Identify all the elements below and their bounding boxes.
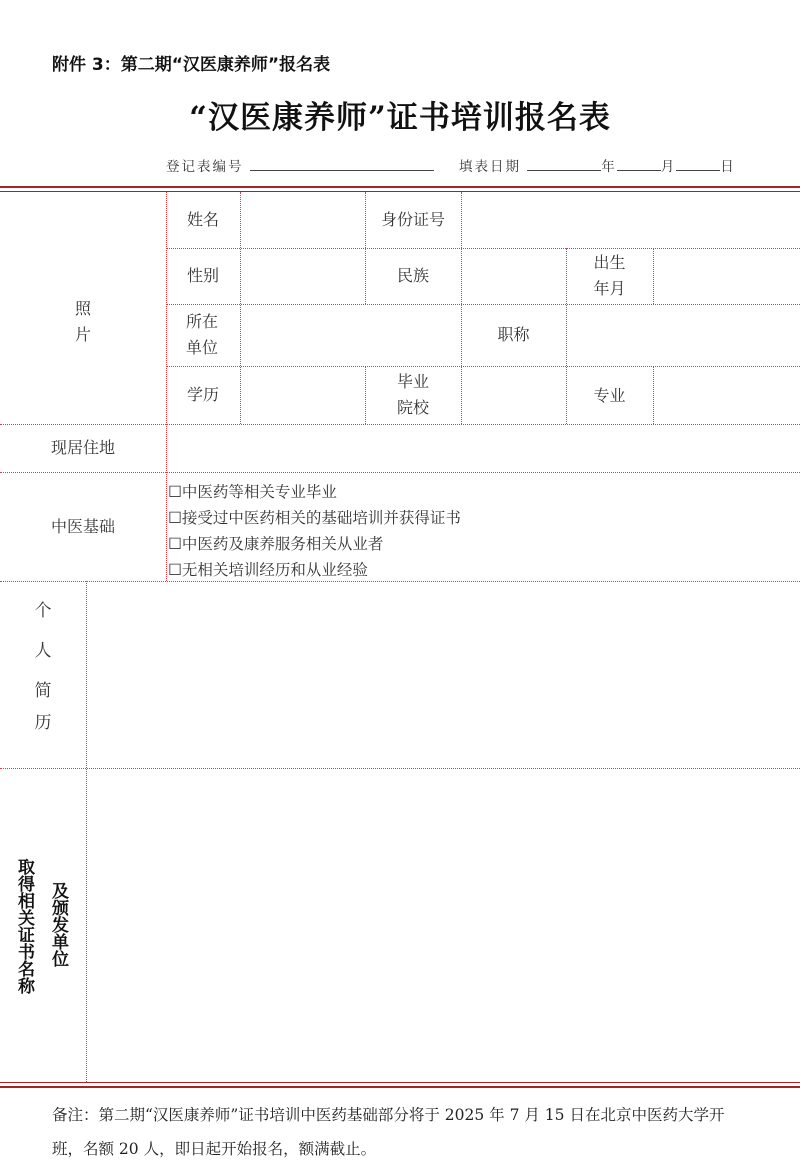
gender-field[interactable] bbox=[241, 249, 364, 304]
name-field[interactable] bbox=[241, 192, 364, 248]
major-label: 专业 bbox=[593, 386, 626, 405]
resume-char: 历 bbox=[34, 713, 52, 733]
birth-label bbox=[566, 250, 653, 302]
birth-field[interactable] bbox=[654, 249, 800, 304]
certificate-field[interactable] bbox=[87, 769, 800, 1082]
id-number-label: 身份证号 bbox=[380, 210, 445, 229]
day-label: 日 bbox=[720, 159, 736, 175]
month-label: 月 bbox=[660, 159, 677, 175]
workplace-label bbox=[186, 309, 218, 361]
gender-label: 性别 bbox=[186, 266, 219, 285]
photo-char: 照 bbox=[74, 299, 91, 318]
school-label-line: 毕业 bbox=[396, 372, 429, 391]
tcm-option-checkbox[interactable]: ☐中医药等相关专业毕业 bbox=[168, 483, 337, 501]
attachment-heading: 附件 3：第二期“汉医康养师”报名表 bbox=[52, 55, 331, 75]
bottom-rule-thin bbox=[0, 1082, 800, 1083]
resume-label bbox=[0, 598, 86, 742]
job-title-field[interactable] bbox=[567, 305, 800, 366]
reg-no-label: 登记表编号 bbox=[166, 159, 244, 175]
resume-char: 简 bbox=[34, 681, 52, 701]
education-label: 学历 bbox=[186, 385, 219, 404]
certificate-label-col2: 及颁发单位 bbox=[48, 882, 68, 967]
registration-line bbox=[166, 155, 736, 175]
ethnicity-field[interactable] bbox=[462, 249, 565, 304]
month-field[interactable] bbox=[617, 156, 661, 171]
photo-char: 片 bbox=[74, 325, 91, 344]
tcm-option-checkbox[interactable]: ☐接受过中医药相关的基础培训并获得证书 bbox=[168, 509, 461, 527]
reg-no-field[interactable] bbox=[250, 156, 434, 171]
job-title-label: 职称 bbox=[497, 325, 530, 344]
tcm-option-checkbox[interactable]: ☐中医药及康养服务相关从业者 bbox=[168, 535, 384, 553]
name-label: 姓名 bbox=[186, 210, 219, 229]
year-label: 年 bbox=[601, 159, 617, 175]
bottom-rule bbox=[0, 1086, 800, 1088]
resume-char: 个 bbox=[34, 601, 52, 621]
ethnicity-label: 民族 bbox=[396, 266, 429, 285]
workplace-field[interactable] bbox=[241, 305, 460, 366]
workplace-label-line: 所在 bbox=[186, 312, 219, 331]
school-field[interactable] bbox=[462, 367, 565, 424]
birth-label-line: 年月 bbox=[593, 279, 626, 298]
tcm-option-checkbox[interactable]: ☐无相关培训经历和从业经验 bbox=[168, 561, 368, 579]
tcm-basis-label: 中医基础 bbox=[50, 517, 115, 536]
top-rule bbox=[0, 186, 800, 188]
major-field[interactable] bbox=[654, 367, 800, 424]
note-text: 备注：第二期“汉医康养师”证书培训中医药基础部分将于 2025 年 7 月 15 日在北京中医药大学开班，名额 20 人，即日起开始报名，额满截止。 bbox=[52, 1106, 725, 1158]
school-label-line: 院校 bbox=[396, 398, 429, 417]
fill-date-label: 填表日期 bbox=[458, 159, 521, 175]
residence-field[interactable] bbox=[167, 425, 800, 472]
id-number-field[interactable] bbox=[462, 192, 800, 248]
resume-field[interactable] bbox=[87, 582, 800, 768]
year-field[interactable] bbox=[527, 156, 601, 171]
page-title: “汉医康养师”证书培训报名表 bbox=[189, 100, 611, 136]
day-field[interactable] bbox=[676, 156, 720, 171]
education-field[interactable] bbox=[241, 367, 364, 424]
certificate-label-col1: 取得相关证书名称 bbox=[14, 858, 34, 994]
grid-line bbox=[0, 472, 800, 473]
photo-label[interactable] bbox=[0, 296, 166, 348]
school-label bbox=[365, 369, 461, 421]
residence-label: 现居住地 bbox=[50, 438, 115, 457]
birth-label-line: 出生 bbox=[593, 253, 626, 272]
resume-char: 人 bbox=[34, 641, 52, 661]
workplace-label-line: 单位 bbox=[186, 338, 219, 357]
